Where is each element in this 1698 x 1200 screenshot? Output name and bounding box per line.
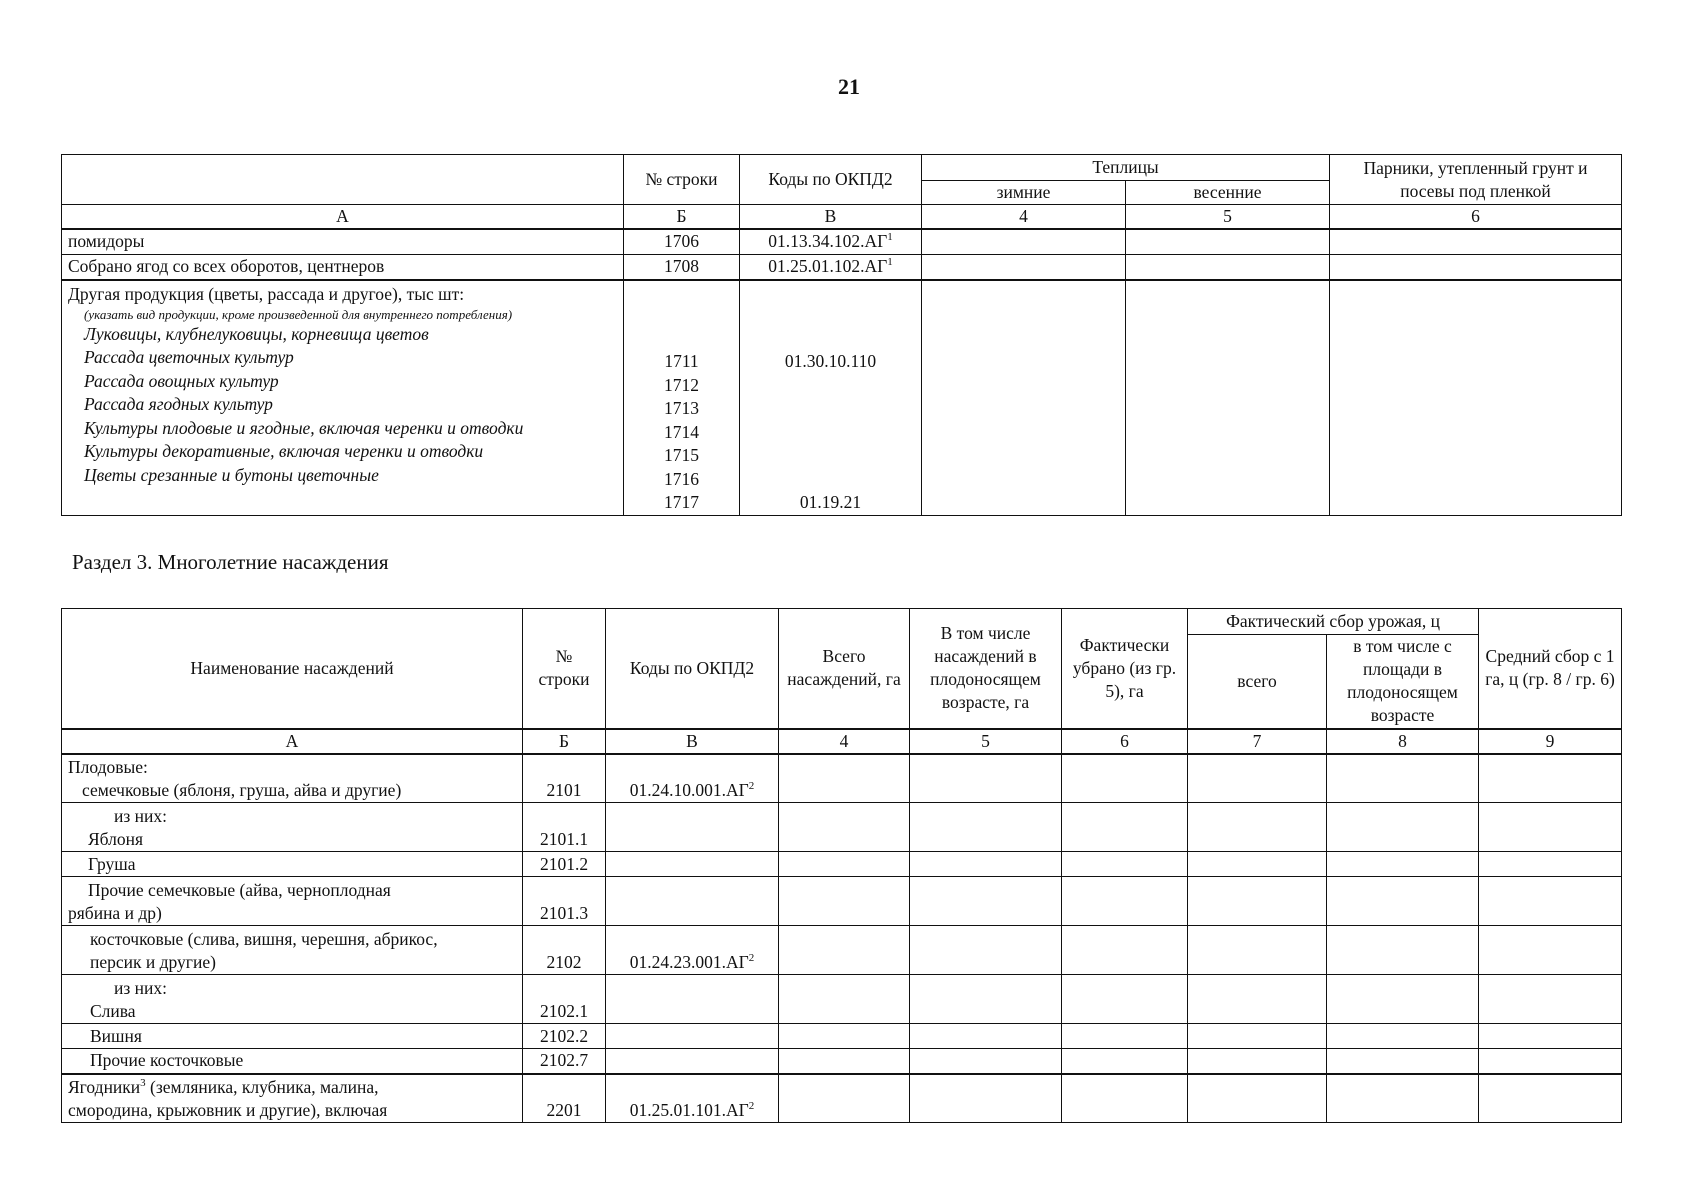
cell-empty bbox=[606, 877, 779, 926]
cell-empty bbox=[910, 975, 1062, 1024]
row-no: 1715 bbox=[664, 445, 699, 465]
col-letter: Б bbox=[523, 729, 606, 754]
header-empty bbox=[62, 155, 624, 205]
cell-empty bbox=[1062, 1024, 1188, 1049]
row-no: 1711 bbox=[664, 351, 699, 371]
table-row bbox=[62, 975, 1622, 1024]
product-row-numbers bbox=[624, 280, 740, 515]
cell-empty bbox=[1126, 280, 1330, 515]
cell-empty bbox=[922, 229, 1126, 254]
table-row bbox=[62, 1024, 1622, 1049]
col-letter: 4 bbox=[922, 205, 1126, 230]
header-harvested: Фактически убрано (из гр. 5), га bbox=[1062, 609, 1188, 729]
cell-empty bbox=[1479, 1049, 1622, 1074]
row-no: 1714 bbox=[664, 421, 699, 442]
row-code: 01.19.21 bbox=[799, 492, 862, 512]
product-item: Рассада ягодных культур bbox=[84, 394, 273, 414]
product-item: Культуры декоративные, включая черенки и отводки bbox=[84, 441, 484, 461]
row-code: $01.13.34.102.АГ^1$ bbox=[740, 229, 922, 254]
col-letter: 5 bbox=[910, 729, 1062, 754]
section-title: Раздел 3. Многолетние насаждения bbox=[72, 550, 389, 574]
cell-empty bbox=[1327, 1074, 1479, 1123]
col-letter: А bbox=[62, 205, 624, 230]
cell-empty bbox=[1062, 1049, 1188, 1074]
header-total: Всего насаждений, га bbox=[779, 609, 910, 729]
row-code: 01.30.10.110 bbox=[784, 351, 877, 371]
table-row bbox=[62, 852, 1622, 877]
row-name: косточковые (слива, вишня, черешня, абрикос, персик и другие) bbox=[62, 926, 523, 975]
cell-empty bbox=[1327, 975, 1479, 1024]
row-name: Собрано ягод со всех оборотов, центнеров bbox=[62, 254, 624, 280]
row-code: $01.25.01.102.АГ^1$ bbox=[740, 254, 922, 280]
row-name: Плодовые: семечковые (яблоня, груша, айва и другие) bbox=[62, 754, 523, 803]
perennial-plantings-table bbox=[61, 608, 1622, 1123]
cell-empty bbox=[1327, 803, 1479, 852]
row-no: 1716 bbox=[664, 468, 699, 489]
cell-empty bbox=[1188, 1049, 1327, 1074]
cell-empty bbox=[1188, 1024, 1327, 1049]
row-name: Вишня bbox=[62, 1024, 523, 1049]
row-no: 2201 bbox=[523, 1074, 606, 1123]
row-name: из них: Яблоня bbox=[62, 803, 523, 852]
header-average: Средний сбор с 1 га, ц (гр. 8 / гр. 6) bbox=[1479, 609, 1622, 729]
row-no: 2101.1 bbox=[523, 803, 606, 852]
cell-empty bbox=[1479, 877, 1622, 926]
row-no: 1712 bbox=[664, 374, 699, 395]
row-no: 1708 bbox=[624, 254, 740, 280]
row-code: $01.24.23.001.АГ^2$ bbox=[606, 926, 779, 975]
cell-empty bbox=[1327, 877, 1479, 926]
col-letter: А bbox=[62, 729, 523, 754]
cell-empty bbox=[910, 1049, 1062, 1074]
col-letter: 5 bbox=[1126, 205, 1330, 230]
cell-empty bbox=[779, 926, 910, 975]
cell-empty bbox=[779, 877, 910, 926]
row-no: 2101 bbox=[523, 754, 606, 803]
product-codes bbox=[740, 280, 922, 515]
cell-empty bbox=[1062, 754, 1188, 803]
cell-empty bbox=[779, 852, 910, 877]
cell-empty bbox=[606, 1049, 779, 1074]
product-item: Рассада овощных культур bbox=[84, 370, 279, 391]
row-code bbox=[746, 374, 915, 398]
table-row bbox=[62, 803, 1622, 852]
cell-empty bbox=[1327, 1049, 1479, 1074]
cell-empty bbox=[1479, 975, 1622, 1024]
header-spring: весенние bbox=[1126, 181, 1330, 205]
cell-empty bbox=[1327, 852, 1479, 877]
product-item: Цветы срезанные и бутоны цветочные bbox=[84, 464, 379, 485]
page-number: 21 bbox=[838, 74, 860, 99]
cell-empty bbox=[1062, 975, 1188, 1024]
table-row bbox=[62, 1049, 1622, 1074]
col-letter: В bbox=[606, 729, 779, 754]
cell-empty bbox=[1126, 254, 1330, 280]
table-row bbox=[62, 229, 1622, 254]
cell-empty bbox=[1188, 926, 1327, 975]
other-products-note: (указать вид продукции, кроме произведенной для внутреннего потребления) bbox=[84, 306, 513, 322]
row-code bbox=[746, 397, 915, 421]
row-code bbox=[746, 444, 915, 468]
cell-empty bbox=[1188, 754, 1327, 803]
cell-empty bbox=[1188, 852, 1327, 877]
cell-empty bbox=[779, 1024, 910, 1049]
cell-empty bbox=[922, 280, 1126, 515]
cell-empty bbox=[910, 877, 1062, 926]
cell-empty bbox=[922, 254, 1126, 280]
cell-empty bbox=[1188, 1074, 1327, 1123]
row-code bbox=[746, 421, 915, 445]
greenhouse-table bbox=[61, 154, 1622, 516]
header-codes: Коды по ОКПД2 bbox=[606, 609, 779, 729]
table-row bbox=[62, 754, 1622, 803]
cell-empty bbox=[1327, 926, 1479, 975]
header-winter: зимние bbox=[922, 181, 1126, 205]
row-no: 1706 bbox=[624, 229, 740, 254]
cell-empty bbox=[1188, 975, 1327, 1024]
cell-empty bbox=[910, 852, 1062, 877]
row-no: 2101.3 bbox=[523, 877, 606, 926]
cell-empty bbox=[1062, 926, 1188, 975]
col-letter: Б bbox=[624, 205, 740, 230]
table-row bbox=[62, 877, 1622, 926]
cell-empty bbox=[1330, 280, 1622, 515]
cell-empty bbox=[779, 1074, 910, 1123]
cell-empty bbox=[1479, 754, 1622, 803]
row-no: 2102 bbox=[523, 926, 606, 975]
cell-empty bbox=[606, 1024, 779, 1049]
cell-empty bbox=[1062, 852, 1188, 877]
cell-empty bbox=[1330, 229, 1622, 254]
row-no: 1717 bbox=[664, 492, 699, 512]
other-products-cell bbox=[62, 280, 624, 515]
row-no: 2101.2 bbox=[523, 852, 606, 877]
header-hotbeds: Парники, утепленный грунт и посевы под пленкой bbox=[1330, 155, 1622, 205]
col-letter: 7 bbox=[1188, 729, 1327, 754]
table-row bbox=[62, 280, 1622, 515]
row-code: $01.24.10.001.АГ^2$ bbox=[606, 754, 779, 803]
col-letter: 6 bbox=[1330, 205, 1622, 230]
table-row bbox=[62, 254, 1622, 280]
cell-empty bbox=[779, 1049, 910, 1074]
cell-empty bbox=[1327, 1024, 1479, 1049]
cell-empty bbox=[1330, 254, 1622, 280]
header-row-no: № строки bbox=[624, 155, 740, 205]
header-name: Наименование насаждений bbox=[62, 609, 523, 729]
cell-empty bbox=[1479, 1024, 1622, 1049]
row-code bbox=[746, 468, 915, 492]
row-name: из них: Слива bbox=[62, 975, 523, 1024]
cell-empty bbox=[1188, 803, 1327, 852]
cell-empty bbox=[1188, 877, 1327, 926]
row-name: Груша bbox=[62, 852, 523, 877]
table-row bbox=[62, 926, 1622, 975]
col-letter: 6 bbox=[1062, 729, 1188, 754]
other-products-title: Другая продукция (цветы, рассада и другое), тыс шт: bbox=[68, 284, 465, 304]
product-item: Рассада цветочных культур bbox=[84, 347, 294, 367]
header-harvest-total: всего bbox=[1188, 635, 1327, 729]
row-no: 2102.1 bbox=[523, 975, 606, 1024]
table-row bbox=[62, 1074, 1622, 1123]
cell-empty bbox=[1062, 1074, 1188, 1123]
row-no: 2102.2 bbox=[523, 1024, 606, 1049]
row-no: 1713 bbox=[664, 398, 699, 418]
cell-empty bbox=[1479, 926, 1622, 975]
cell-empty bbox=[779, 754, 910, 803]
cell-empty bbox=[1126, 229, 1330, 254]
header-harvest-group: Фактический сбор урожая, ц bbox=[1188, 609, 1479, 635]
row-code: $01.25.01.101.АГ^2$ bbox=[606, 1074, 779, 1123]
row-no: 2102.7 bbox=[523, 1049, 606, 1074]
row-name: помидоры bbox=[62, 229, 624, 254]
header-codes: Коды по ОКПД2 bbox=[740, 155, 922, 205]
cell-empty bbox=[606, 803, 779, 852]
header-fruiting: В том числе насаждений в плодоносящем возрасте, га bbox=[910, 609, 1062, 729]
cell-empty bbox=[779, 803, 910, 852]
col-letter: 9 bbox=[1479, 729, 1622, 754]
cell-empty bbox=[1479, 1074, 1622, 1123]
row-name: Прочие семечковые (айва, черноплодная рябина и др) bbox=[62, 877, 523, 926]
row-name: Ягодники$^3$ (земляника, клубника, малина, смородина, крыжовник и другие), включая bbox=[62, 1074, 523, 1123]
col-letter: В bbox=[740, 205, 922, 230]
header-greenhouses: Теплицы bbox=[922, 155, 1330, 181]
header-row-no: № строки bbox=[523, 609, 606, 729]
product-item: Луковицы, клубнелуковицы, корневища цветов bbox=[84, 323, 429, 344]
cell-empty bbox=[1327, 754, 1479, 803]
row-name: Прочие косточковые bbox=[62, 1049, 523, 1074]
cell-empty bbox=[779, 975, 910, 1024]
cell-empty bbox=[910, 926, 1062, 975]
cell-empty bbox=[910, 1024, 1062, 1049]
col-letter: 4 bbox=[779, 729, 910, 754]
cell-empty bbox=[1062, 877, 1188, 926]
cell-empty bbox=[1479, 803, 1622, 852]
cell-empty bbox=[1062, 803, 1188, 852]
header-harvest-fruiting: в том числе с площади в плодоносящем возрасте bbox=[1327, 635, 1479, 729]
product-item: Культуры плодовые и ягодные, включая черенки и отводки bbox=[84, 417, 524, 438]
col-letter: 8 bbox=[1327, 729, 1479, 754]
cell-empty bbox=[910, 1074, 1062, 1123]
cell-empty bbox=[910, 803, 1062, 852]
cell-empty bbox=[606, 852, 779, 877]
cell-empty bbox=[606, 975, 779, 1024]
cell-empty bbox=[910, 754, 1062, 803]
cell-empty bbox=[1479, 852, 1622, 877]
